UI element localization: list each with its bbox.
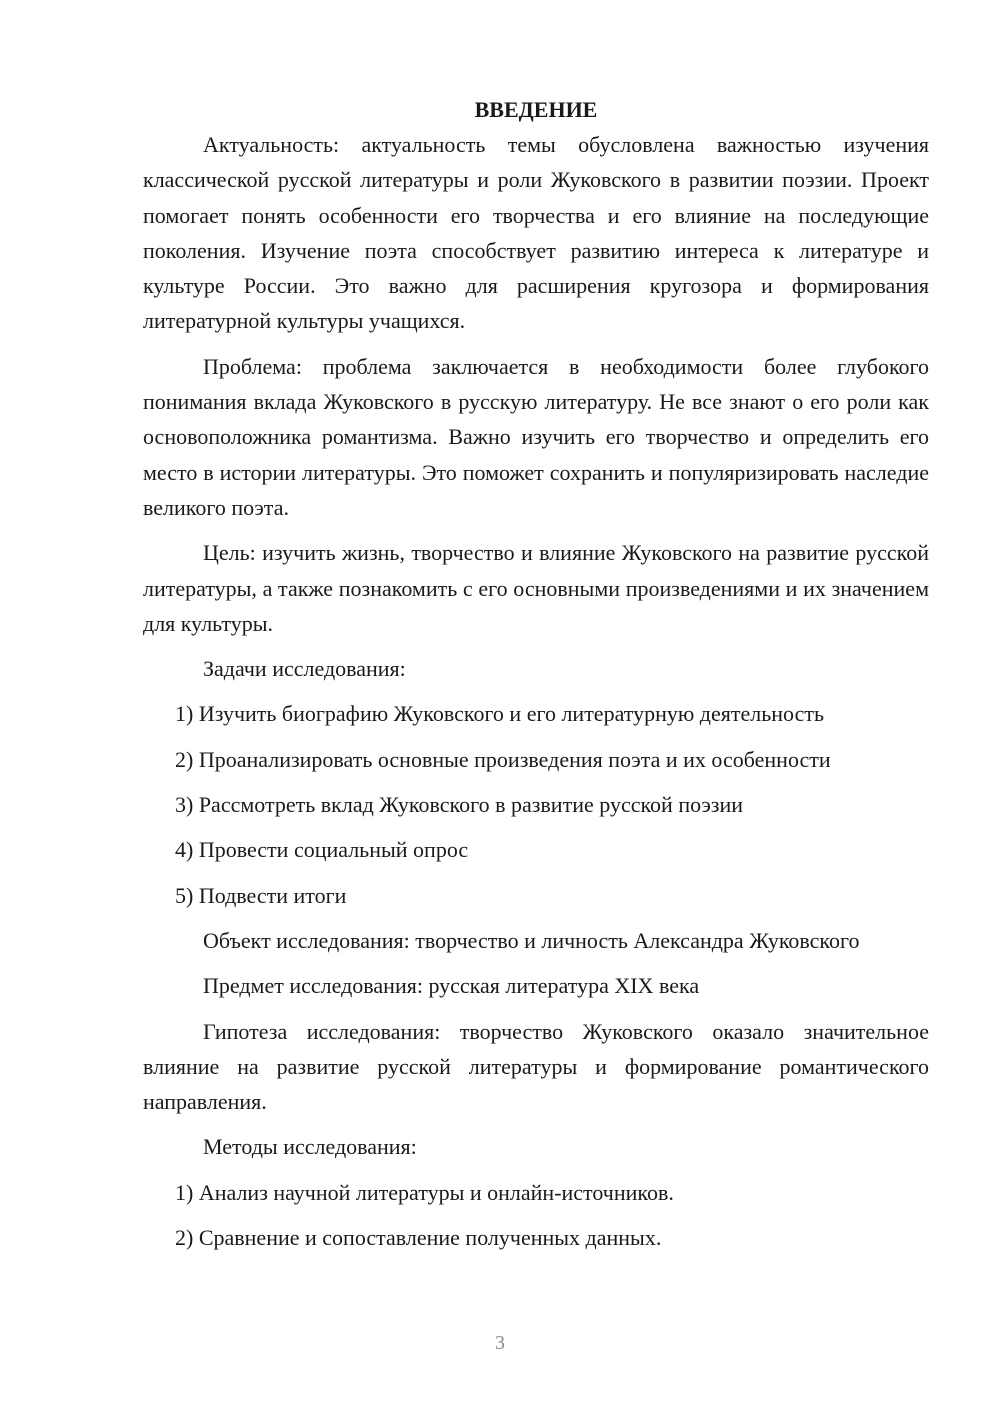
task-item-2: 2) Проанализировать основные произведения поэта и их особенности [175, 746, 831, 772]
method-item-1: 1) Анализ научной литературы и онлайн-источников. [175, 1179, 674, 1205]
methods-list [143, 1175, 929, 1256]
subject-paragraph: Предмет исследования: русская литература XIX века [203, 973, 700, 999]
task-item-3: 3) Рассмотреть вклад Жуковского в развитие русской поэзии [175, 792, 744, 818]
tasks-label: Задачи исследования: [203, 656, 406, 682]
methods-label: Методы исследования: [203, 1134, 417, 1160]
page-title: ВВЕДЕНИЕ [474, 97, 598, 122]
document-page [143, 92, 929, 1265]
task-item-4: 4) Провести социальный опрос [175, 837, 469, 863]
object-paragraph: Объект исследования: творчество и личность Александра Жуковского [203, 927, 860, 953]
page-number: 3 [495, 1332, 505, 1354]
task-item-1: 1) Изучить биографию Жуковского и его литературную деятельность [175, 701, 824, 727]
relevance-paragraph: Актуальность: актуальность темы обусловлена важностью изучения классической русской литературы и роли Жуковского в развитии поэзии. Проект помогает понять особенности его творчества и его влияние на последующие поколения. Изучение поэта способствует развитию интереса к литературе и культуре России. Это важно для расширения кругозора и формирования литературной культуры учащихся. [143, 132, 929, 334]
hypothesis-paragraph: Гипотеза исследования: творчество Жуковского оказало значительное влияние на развитие русской литературы и формирование романтического направления. [143, 1018, 929, 1115]
task-item-5: 5) Подвести итоги [175, 882, 347, 908]
tasks-list [143, 696, 929, 912]
goal-paragraph: Цель: изучить жизнь, творчество и влияние Жуковского на развитие русской литературы, а также познакомить с его основными произведениями и их значением для культуры. [143, 540, 929, 636]
problem-paragraph: Проблема: проблема заключается в необходимости более глубокого понимания вклада Жуковского в русскую литературу. Не все знают о его роли как основоположника романтизма. Важно изучить его творчество и определить его место в истории литературы. Это поможет сохранить и популяризировать наследие великого поэта. [143, 353, 929, 520]
method-item-2: 2) Сравнение и сопоставление полученных данных. [175, 1225, 662, 1251]
